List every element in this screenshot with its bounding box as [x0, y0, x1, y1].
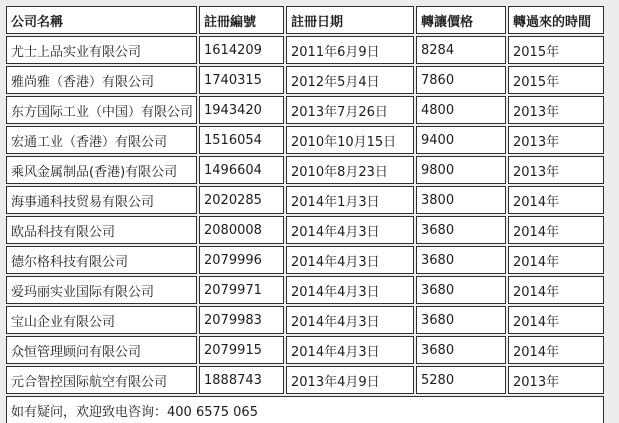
company-transfer-table: [4, 4, 606, 423]
cell-transfer-price: 3680: [416, 276, 506, 304]
cell-reg-date: 2014年4月3日: [286, 216, 414, 244]
cell-transfer-price: 3680: [416, 216, 506, 244]
cell-transfer-time: 2015年: [508, 66, 604, 94]
cell-reg-number: 1740315: [199, 66, 284, 94]
cell-transfer-price: 4800: [416, 96, 506, 124]
cell-transfer-price: 3680: [416, 246, 506, 274]
cell-transfer-time: 2014年: [508, 276, 604, 304]
cell-transfer-price: 3800: [416, 186, 506, 214]
cell-company-name: 东方国际工业（中国）有限公司: [6, 96, 197, 124]
cell-reg-date: 2014年1月3日: [286, 186, 414, 214]
cell-transfer-time: 2014年: [508, 306, 604, 334]
cell-reg-number: 2079983: [199, 306, 284, 334]
cell-reg-date: 2013年7月26日: [286, 96, 414, 124]
cell-transfer-time: 2014年: [508, 216, 604, 244]
cell-reg-number: 2079971: [199, 276, 284, 304]
cell-reg-date: 2014年4月3日: [286, 246, 414, 274]
cell-reg-date: 2014年4月3日: [286, 276, 414, 304]
cell-reg-number: 2079996: [199, 246, 284, 274]
cell-transfer-time: 2013年: [508, 126, 604, 154]
cell-company-name: 德尔格科技有限公司: [6, 246, 197, 274]
cell-transfer-price: 9400: [416, 126, 506, 154]
cell-reg-number: 1614209: [199, 36, 284, 64]
cell-reg-date: 2010年8月23日: [286, 156, 414, 184]
cell-company-name: 欧品科技有限公司: [6, 216, 197, 244]
table-row: [6, 66, 604, 94]
cell-transfer-time: 2015年: [508, 36, 604, 64]
cell-company-name: 宏通工业（香港）有限公司: [6, 126, 197, 154]
cell-transfer-price: 8284: [416, 36, 506, 64]
cell-transfer-time: 2014年: [508, 336, 604, 364]
cell-company-name: 宝山企业有限公司: [6, 306, 197, 334]
table-row: [6, 276, 604, 304]
cell-reg-number: 2020285: [199, 186, 284, 214]
cell-reg-number: 1516054: [199, 126, 284, 154]
table-row: [6, 126, 604, 154]
header-company_name: 公司名稱: [6, 6, 197, 34]
table-row: [6, 246, 604, 274]
cell-transfer-price: 3680: [416, 336, 506, 364]
table-row: [6, 186, 604, 214]
table-row: [6, 96, 604, 124]
cell-transfer-time: 2013年: [508, 96, 604, 124]
header-transfer_time: 轉過來的時間: [508, 6, 604, 34]
table-row: [6, 306, 604, 334]
cell-reg-number: 2079915: [199, 336, 284, 364]
cell-reg-number: 1943420: [199, 96, 284, 124]
header-row: [6, 6, 604, 34]
cell-company-name: 爱玛丽实业国际有限公司: [6, 276, 197, 304]
cell-transfer-price: 9800: [416, 156, 506, 184]
cell-reg-date: 2014年4月3日: [286, 306, 414, 334]
cell-company-name: 元合智控国际航空有限公司: [6, 366, 197, 394]
cell-company-name: 海事通科技贸易有限公司: [6, 186, 197, 214]
cell-transfer-time: 2013年: [508, 366, 604, 394]
table-row: [6, 36, 604, 64]
cell-reg-date: 2014年4月3日: [286, 336, 414, 364]
cell-transfer-price: 3680: [416, 306, 506, 334]
cell-reg-number: 2080008: [199, 216, 284, 244]
cell-reg-number: 1888743: [199, 366, 284, 394]
cell-transfer-price: 5280: [416, 366, 506, 394]
cell-transfer-time: 2013年: [508, 156, 604, 184]
table-row: [6, 336, 604, 364]
cell-transfer-price: 7860: [416, 66, 506, 94]
cell-transfer-time: 2014年: [508, 246, 604, 274]
header-reg_number: 註冊編號: [199, 6, 284, 34]
cell-reg-date: 2010年10月15日: [286, 126, 414, 154]
header-reg_date: 註冊日期: [286, 6, 414, 34]
header-transfer_price: 轉讓價格: [416, 6, 506, 34]
cell-reg-date: 2013年4月9日: [286, 366, 414, 394]
cell-company-name: 众恒管理顾问有限公司: [6, 336, 197, 364]
cell-reg-date: 2011年6月9日: [286, 36, 414, 64]
cell-reg-date: 2012年5月4日: [286, 66, 414, 94]
footer-row: [6, 396, 604, 423]
footer-note: 如有疑问，欢迎致电咨询：400 6575 065: [6, 396, 604, 423]
cell-company-name: 尤士上品实业有限公司: [6, 36, 197, 64]
table-row: [6, 366, 604, 394]
table-row: [6, 216, 604, 244]
table-row: [6, 156, 604, 184]
cell-company-name: 乘风金属制品(香港)有限公司: [6, 156, 197, 184]
cell-reg-number: 1496604: [199, 156, 284, 184]
cell-transfer-time: 2014年: [508, 186, 604, 214]
cell-company-name: 雅尚雅（香港）有限公司: [6, 66, 197, 94]
